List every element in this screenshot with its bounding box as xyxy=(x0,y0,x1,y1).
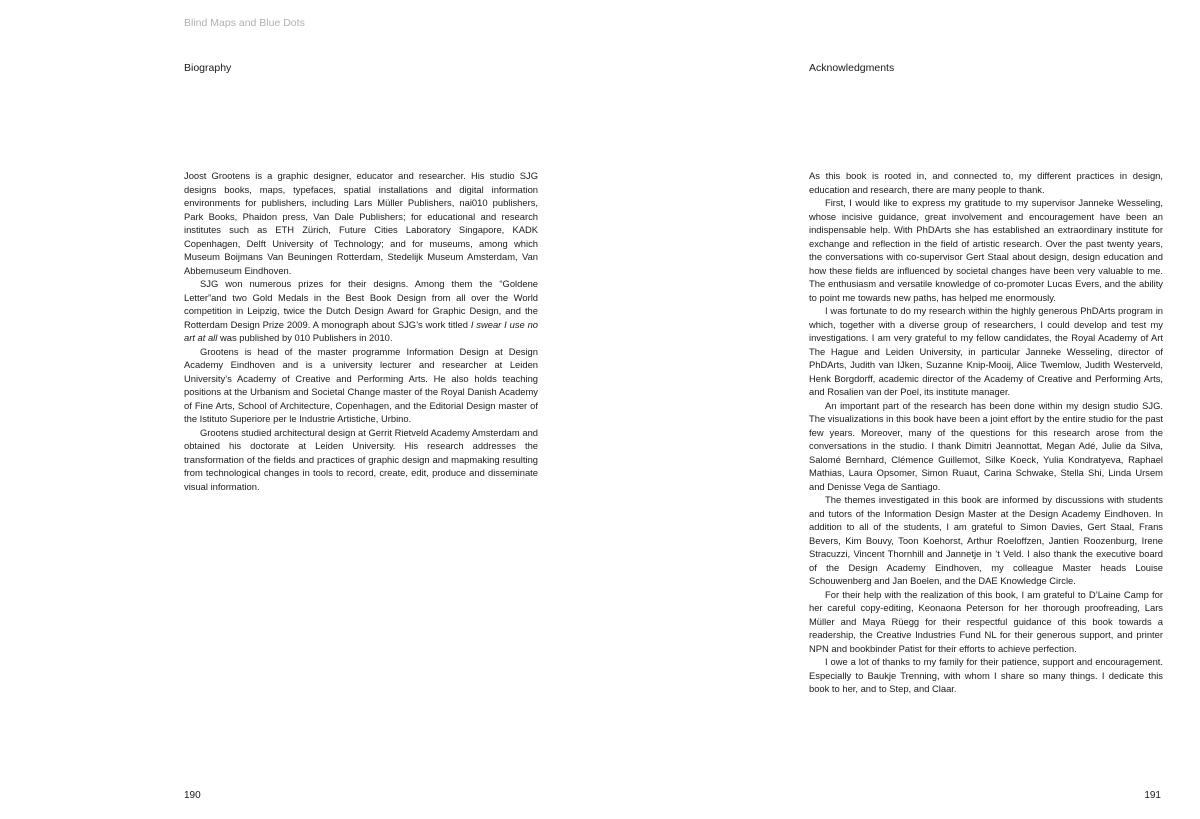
acknowledgments-text xyxy=(809,169,1163,696)
page-number-right: 191 xyxy=(1144,790,1161,801)
acknowledgments-paragraph-1: As this book is rooted in, and connected to, my different practices in design, education and research, there are many people to thank. xyxy=(809,170,1163,195)
biography-paragraph-3: Grootens is head of the master programme Information Design at Design Academy Eindhoven and is a university lecturer and researcher at Leiden University’s Academy of Creative and Performing Arts. He also holds teaching positions at the Urbanism and Societal Change master of the Royal Danish Academy of Fine Arts, School of Architecture, Copenhagen, and the Editorial Design master of the Istituto Superiore per le Industrie Artistiche, Urbino. xyxy=(184,345,538,424)
biography-paragraph-2: SJG won numerous prizes for their designs. Among them the “Goldene Letter”and two Gold Medals in the Best Book Design from all over the World competition in Leipzig, twice the Dutch Design Award for Graphic Design, and the Rotterdam Design Prize 2009. A monograph about SJG’s work titled I swear I use no art at all was published by 010 Publishers in 2010. xyxy=(184,278,538,343)
acknowledgments-paragraph-7: I owe a lot of thanks to my family for their patience, support and encouragement. Especially to Baukje Trenning, with whom I share so many things. I dedicate this book to her, and to Step, and Claar. xyxy=(809,656,1163,694)
acknowledgments-paragraph-5: The themes investigated in this book are informed by discussions with students and tutors of the Information Design Master at the Design Academy Eindhoven. In addition to all of the students, I am grateful to Simon Davies, Gert Staal, Frans Bevers, Kim Bouvy, Toon Koehorst, Arthur Roeloffzen, Jantien Roozenburg, Irene Stracuzzi, Vincent Thornhill and Jannetje in ’t Veld. I also thank the executive board of the Design Academy Eindhoven, my colleague Master heads Louise Schouwenberg and Jan Boelen, and the DAE Knowledge Circle. xyxy=(809,494,1163,586)
biography-paragraph-4: Grootens studied architectural design at Gerrit Rietveld Academy Amsterdam and obtained his doctorate at Leiden University. His research addresses the transformation of the fields and practices of graphic design and mapmaking resulting from technological changes in tools to record, create, edit, produce and disseminate visual information. xyxy=(184,426,538,492)
acknowledgments-paragraph-3: I was fortunate to do my research within the highly generous PhDArts program in which, together with a diverse group of researchers, I could develop and test my investigations. I am very grateful to my fellow candidates, the Royal Academy of Art The Hague and Leiden University, in particular Janneke Wesseling, director of PhDArts, Judith van IJken, Suzanne Knip-Mooij, Alice Twemlow, Judith Westerveld, Henk Borgdorff, academic director of the Academy of Creative and Performing Arts, and Rosalien van der Poel, its institute manager. xyxy=(809,305,1163,397)
acknowledgments-title: Acknowledgments xyxy=(809,62,895,74)
biography-title: Biography xyxy=(184,62,232,74)
monograph-title: I swear I use no art at all xyxy=(184,318,538,343)
running-head: Blind Maps and Blue Dots xyxy=(184,17,305,29)
biography-text xyxy=(184,169,538,493)
acknowledgments-paragraph-6: For their help with the realization of this book, I am grateful to D’Laine Camp for her careful copy-editing, Keonaona Peterson for her thorough proofreading, Lars Müller and Maya Rüegg for their respectful guidance of this book towards a readership, the Creative Industries Fund NL for their generous support, and printer NPN and bookbinder Patist for their efforts to achieve perfection. xyxy=(809,588,1163,654)
acknowledgments-paragraph-2: First, I would like to express my gratitude to my supervisor Janneke Wesseling, whose incisive guidance, great involvement and encouragement have been an indispensable help. With PhDArts she has established an extraordinary institute for exchange and reflection in the field of artistic research. Over the past twenty years, the conversations with co-supervisor Gert Staal about design, design education and how these fields are influenced by societal changes have been very valuable to me. The enthusiasm and versatile knowledge of co-promoter Lucas Evers, and the ability to point me towards new paths, has helped me enormously. xyxy=(809,197,1163,303)
acknowledgments-paragraph-4: An important part of the research has been done within my design studio SJG. The visualizations in this book have been a joint effort by the entire studio for the past few years. Moreover, many of the questions for this research arose from the conversations in the studio. I thank Dimitri Jeannottat, Megan Adé, Julie da Silva, Salomé Bernhard, Clémence Guillemot, Silke Koeck, Yulia Kondratyeva, Raphael Mathias, Laura Opsomer, Simon Ruaut, Carina Schwake, Stella Shi, Linda Ursem and Denisse Vega de Santiago. xyxy=(809,399,1163,492)
page-number-left: 190 xyxy=(184,790,201,801)
biography-paragraph-1: Joost Grootens is a graphic designer, educator and researcher. His studio SJG designs books, maps, typefaces, spatial installations and digital information environments for publishers, including Lars Müller Publishers, nai010 publishers, Park Books, Phaidon press, Van Dale Publishers; for educational and research institutes such as ETH Zürich, Future Cities Laboratory Singapore, KADK Copenhagen, Delft University of Technology; and for museums, among which Museum Boijmans Van Beuningen Rotterdam, Stedelijk Museum Amsterdam, Van Abbemuseum Eindhoven. xyxy=(184,170,538,276)
